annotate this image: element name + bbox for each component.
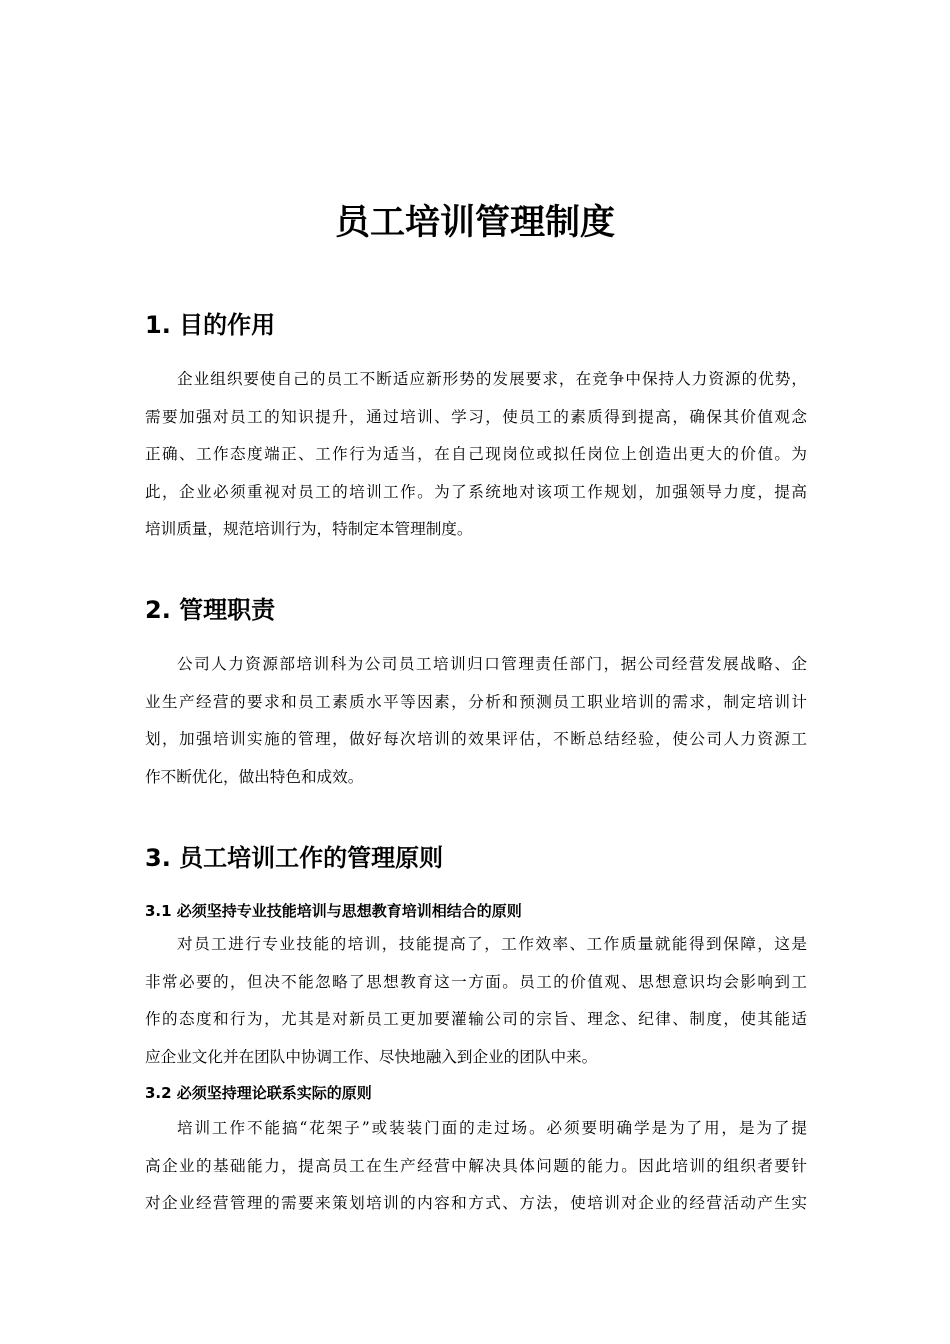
subsection-3-2-paragraph [145,1110,807,1223]
paragraph-line: 业生产经营的要求和员工素质水平等因素，分析和预测员工职业培训的需求，制定培训计 [145,692,807,711]
paragraph-line: 作的态度和行为，尤其是对新员工更加要灌输公司的宗旨、理念、纪律、制度，使其能适 [145,1010,807,1028]
section-heading-3: 3. 员工培训工作的管理原则 [145,844,444,872]
paragraph-line: 划，加强培训实施的管理，做好每次培训的效果评估，不断总结经验，使公司人力资源工 [145,730,807,748]
section-heading-1: 1. 目的作用 [145,311,276,339]
paragraph-line: 需要加强对员工的知识提升，通过培训、学习，使员工的素质得到提高，确保其价值观念 [145,407,807,426]
subsection-heading-3-2: 3.2 必须坚持理论联系实际的原则 [145,1084,372,1102]
subsection-heading-3-1: 3.1 必须坚持专业技能培训与思想教育培训相结合的原则 [145,902,522,920]
paragraph-line: 培训质量，规范培训行为，特制定本管理制度。 [145,520,473,538]
paragraph-line: 企业组织要使自己的员工不断适应新形势的发展要求，在竞争中保持人力资源的优势， [177,370,807,388]
paragraph-line: 培训工作不能搞“花架子”或装装门面的走过场。必须要明确学是为了用，是为了提 [177,1119,807,1137]
paragraph-line: 作不断优化，做出特色和成效。 [145,767,364,786]
paragraph-line: 非常必要的，但决不能忽略了思想教育这一方面。员工的价值观、思想意识均会影响到工 [145,972,807,991]
paragraph-line: 对员工进行专业技能的培训，技能提高了，工作效率、工作质量就能得到保障，这是 [177,935,807,953]
document-title: 员工培训管理制度 [334,203,615,243]
paragraph-line: 高企业的基础能力，提高员工在生产经营中解决具体问题的能力。因此培训的组织者要针 [145,1156,807,1175]
paragraph-line: 应企业文化并在团队中协调工作、尽快地融入到企业的团队中来。 [145,1047,598,1066]
paragraph-line: 公司人力资源部培训科为公司员工培训归口管理责任部门，据公司经营发展战略、企 [177,655,807,673]
paragraph-line: 对企业经营管理的需要来策划培训的内容和方式、方法，使培训对企业的经营活动产生实 [145,1194,807,1212]
subsection-3-1-paragraph [145,926,807,1076]
paragraph-line: 此，企业必须重视对员工的培训工作。为了系统地对该项工作规划，加强领导力度，提高 [145,482,807,501]
paragraph-line: 正确、工作态度端正、工作行为适当，在自己现岗位或拟任岗位上创造出更大的价值。为 [145,445,807,463]
section-heading-2: 2. 管理职责 [145,596,276,624]
section-2-paragraph [145,646,807,796]
section-1-paragraph [145,361,807,549]
